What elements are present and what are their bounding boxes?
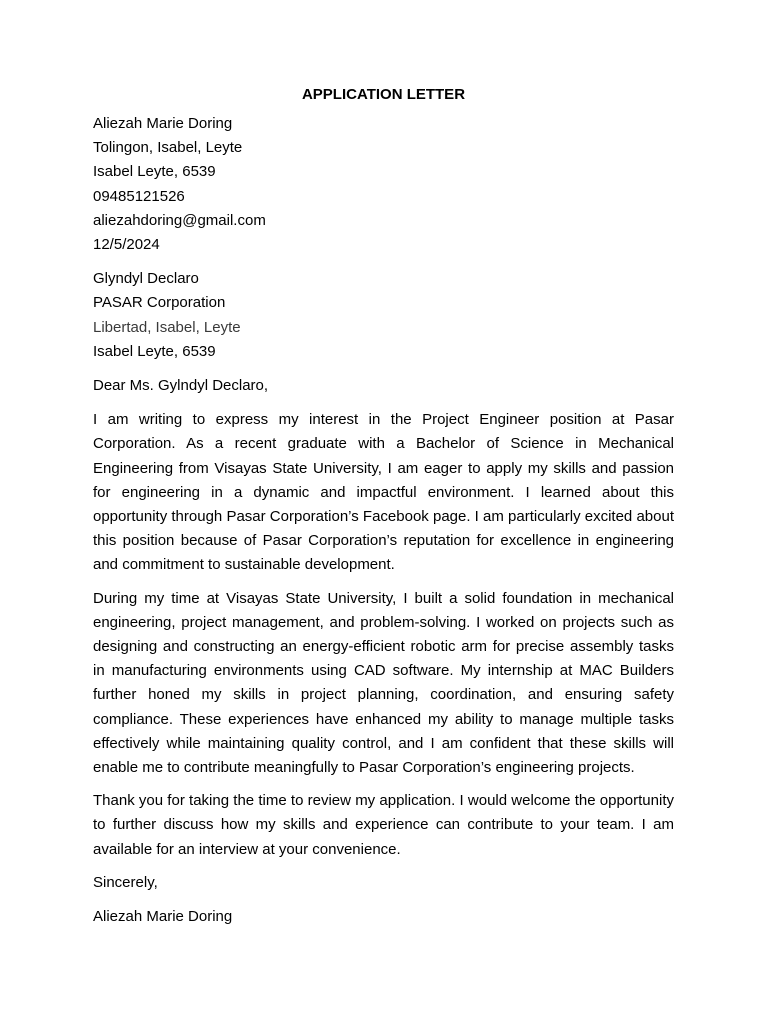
recipient-block: [93, 267, 674, 364]
sender-phone: 09485121526: [93, 187, 185, 205]
closing: Sincerely,: [93, 873, 158, 891]
recipient-address-line1: Libertad, Isabel, Leyte: [93, 318, 241, 336]
recipient-company: PASAR Corporation: [93, 294, 226, 312]
salutation: Dear Ms. Gylndyl Declaro,: [93, 377, 269, 395]
sender-address-line2: Isabel Leyte, 6539: [93, 163, 216, 181]
body-paragraph-1: I am writing to express my interest in the Project Engineer position at Pasar Corporation. As a recent graduate with a Bachelor of Science in Mechanical Engineering from Visayas State University, I am eager to apply my skills and passion for engineering in a dynamic and impactful environment. I learned about this opportunity through Pasar Corporation’s Facebook page. I am particularly excited about this position because of Pasar Corporation’s reputation for excellence in engineering and commitment to sustainable development.: [93, 411, 674, 574]
sender-block: [93, 112, 674, 257]
letter-page: [93, 86, 674, 929]
recipient-name: Glyndyl Declaro: [93, 270, 199, 288]
signature-name: Aliezah Marie Doring: [93, 908, 233, 926]
body-paragraph-3: Thank you for taking the time to review my application. I would welcome the opportunity to further discuss how my skills and experience can contribute to your team. I am available for an interview at your convenience.: [93, 792, 674, 858]
sender-name: Aliezah Marie Doring: [93, 115, 233, 132]
sender-email: aliezahdoring@gmail.com: [93, 211, 266, 229]
body-paragraph-2: During my time at Visayas State University, I built a solid foundation in mechanical engineering, project management, and problem-solving. I worked on projects such as designing and constructing an energy-efficient robotic arm for precise assembly tasks in manufacturing environments using CAD software. My internship at MAC Builders further honed my skills in project planning, coordination, and ensuring safety compliance. These experiences have enhanced my ability to manage multiple tasks effectively while maintaining quality control, and I am confident that these skills will enable me to contribute meaningfully to Pasar Corporation’s engineering projects.: [93, 589, 674, 777]
letter-title: APPLICATION LETTER: [301, 86, 466, 103]
letter-date: 12/5/2024: [93, 236, 160, 254]
recipient-address-line2: Isabel Leyte, 6539: [93, 342, 216, 360]
sender-address-line1: Tolingon, Isabel, Leyte: [93, 139, 243, 157]
